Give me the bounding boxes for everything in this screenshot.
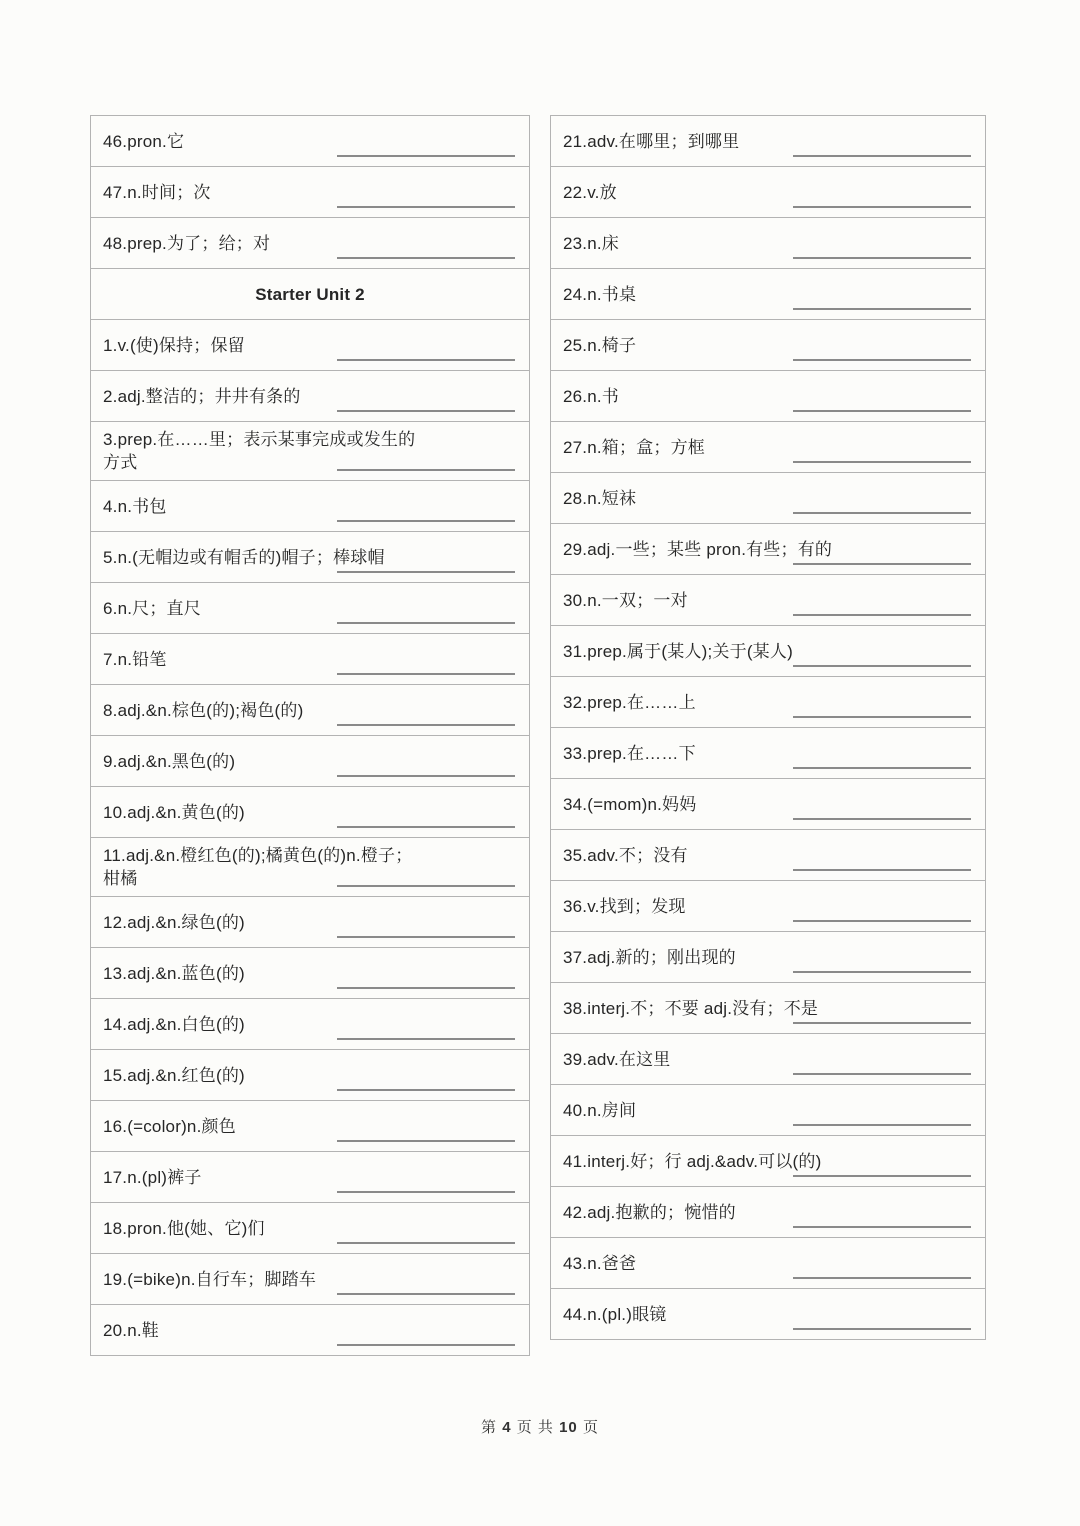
vocab-cell bbox=[550, 166, 986, 218]
unit-title: Starter Unit 2 bbox=[255, 284, 365, 304]
answer-blank-line bbox=[337, 520, 515, 522]
vocab-cell bbox=[90, 319, 530, 371]
definition-text: 41.interj.好；行 adj.&adv.可以(的) bbox=[563, 1151, 822, 1171]
definition-text: 42.adj.抱歉的；惋惜的 bbox=[563, 1202, 736, 1222]
definition-text: 38.interj.不；不要 adj.没有；不是 bbox=[563, 998, 819, 1018]
answer-blank-line bbox=[793, 206, 971, 208]
answer-blank-line bbox=[337, 359, 515, 361]
answer-blank-line bbox=[793, 1277, 971, 1279]
vocab-cell bbox=[90, 735, 530, 787]
vocab-cell bbox=[550, 1237, 986, 1289]
answer-blank-line bbox=[337, 724, 515, 726]
definition-text: 15.adj.&n.红色(的) bbox=[103, 1065, 245, 1085]
definition-text: 20.n.鞋 bbox=[103, 1320, 160, 1340]
vocab-cell bbox=[90, 531, 530, 583]
vocab-column-right bbox=[550, 115, 986, 1340]
footer-suffix: 页 bbox=[582, 1419, 599, 1436]
vocab-cell bbox=[550, 676, 986, 728]
answer-blank-line bbox=[793, 1226, 971, 1228]
answer-blank-line bbox=[793, 563, 971, 565]
answer-blank-line bbox=[793, 461, 971, 463]
vocab-cell bbox=[550, 1186, 986, 1238]
answer-blank-line bbox=[793, 1022, 971, 1024]
vocab-cell bbox=[550, 472, 986, 524]
answer-blank-line bbox=[337, 469, 515, 471]
answer-blank-line bbox=[793, 614, 971, 616]
definition-text: 16.(=color)n.颜色 bbox=[103, 1116, 236, 1136]
vocab-cell bbox=[90, 786, 530, 838]
answer-blank-line bbox=[793, 971, 971, 973]
vocab-cell bbox=[550, 625, 986, 677]
definition-text: 19.(=bike)n.自行车；脚踏车 bbox=[103, 1269, 317, 1289]
vocab-cell bbox=[550, 1084, 986, 1136]
definition-text: 11.adj.&n.橙红色(的);橘黄色(的)n.橙子；柑橘 bbox=[103, 846, 413, 888]
answer-blank-line bbox=[337, 206, 515, 208]
definition-text: 46.pron.它 bbox=[103, 131, 185, 151]
vocab-cell bbox=[550, 829, 986, 881]
answer-blank-line bbox=[793, 869, 971, 871]
definition-text: 29.adj.一些；某些 pron.有些；有的 bbox=[563, 539, 833, 559]
definition-text: 17.n.(pl)裤子 bbox=[103, 1167, 202, 1187]
definition-text: 7.n.铅笔 bbox=[103, 649, 167, 669]
definition-text: 21.adv.在哪里；到哪里 bbox=[563, 131, 740, 151]
unit-header-cell bbox=[90, 268, 530, 320]
vocab-cell bbox=[550, 1135, 986, 1187]
answer-blank-line bbox=[793, 1328, 971, 1330]
footer-middle: 页 共 bbox=[516, 1419, 554, 1436]
vocab-cell bbox=[90, 1049, 530, 1101]
definition-text: 43.n.爸爸 bbox=[563, 1253, 637, 1273]
definition-text: 40.n.房间 bbox=[563, 1100, 637, 1120]
vocab-cell bbox=[550, 421, 986, 473]
definition-text: 25.n.椅子 bbox=[563, 335, 637, 355]
definition-text: 44.n.(pl.)眼镜 bbox=[563, 1304, 667, 1324]
definition-text: 24.n.书桌 bbox=[563, 284, 637, 304]
definition-text: 22.v.放 bbox=[563, 182, 617, 202]
vocab-cell bbox=[90, 633, 530, 685]
vocab-cell bbox=[550, 727, 986, 779]
definition-text: 37.adj.新的；刚出现的 bbox=[563, 947, 736, 967]
definition-text: 14.adj.&n.白色(的) bbox=[103, 1014, 245, 1034]
definition-text: 28.n.短袜 bbox=[563, 488, 637, 508]
vocab-cell bbox=[90, 1202, 530, 1254]
definition-text: 4.n.书包 bbox=[103, 496, 167, 516]
answer-blank-line bbox=[337, 1038, 515, 1040]
answer-blank-line bbox=[337, 1191, 515, 1193]
definition-text: 35.adv.不；没有 bbox=[563, 845, 688, 865]
definition-text: 8.adj.&n.棕色(的);褐色(的) bbox=[103, 700, 304, 720]
vocab-cell bbox=[550, 217, 986, 269]
answer-blank-line bbox=[793, 665, 971, 667]
vocab-cell bbox=[90, 370, 530, 422]
answer-blank-line bbox=[337, 936, 515, 938]
answer-blank-line bbox=[337, 885, 515, 887]
vocab-cell bbox=[550, 880, 986, 932]
definition-text: 30.n.一双；一对 bbox=[563, 590, 688, 610]
definition-text: 31.prep.属于(某人);关于(某人) bbox=[563, 641, 793, 661]
vocab-cell bbox=[90, 480, 530, 532]
vocab-cell bbox=[90, 582, 530, 634]
answer-blank-line bbox=[793, 1175, 971, 1177]
vocab-cell bbox=[90, 896, 530, 948]
footer-page-number: 4 bbox=[502, 1419, 512, 1436]
page-footer bbox=[0, 1416, 1080, 1437]
answer-blank-line bbox=[793, 410, 971, 412]
vocab-cell bbox=[90, 947, 530, 999]
answer-blank-line bbox=[337, 571, 515, 573]
answer-blank-line bbox=[793, 359, 971, 361]
answer-blank-line bbox=[337, 1344, 515, 1346]
answer-blank-line bbox=[337, 673, 515, 675]
definition-text: 27.n.箱；盒；方框 bbox=[563, 437, 706, 457]
vocab-cell bbox=[550, 1288, 986, 1340]
answer-blank-line bbox=[337, 826, 515, 828]
vocab-cell bbox=[90, 1100, 530, 1152]
definition-text: 3.prep.在……里；表示某事完成或发生的方式 bbox=[103, 430, 416, 472]
definition-text: 39.adv.在这里 bbox=[563, 1049, 671, 1069]
answer-blank-line bbox=[793, 308, 971, 310]
answer-blank-line bbox=[337, 775, 515, 777]
vocab-cell bbox=[90, 998, 530, 1050]
answer-blank-line bbox=[337, 622, 515, 624]
vocab-cell bbox=[90, 837, 530, 897]
answer-blank-line bbox=[793, 818, 971, 820]
answer-blank-line bbox=[337, 410, 515, 412]
answer-blank-line bbox=[337, 1242, 515, 1244]
answer-blank-line bbox=[793, 920, 971, 922]
answer-blank-line bbox=[793, 512, 971, 514]
vocab-cell bbox=[550, 574, 986, 626]
answer-blank-line bbox=[793, 716, 971, 718]
definition-text: 10.adj.&n.黄色(的) bbox=[103, 802, 245, 822]
definition-text: 2.adj.整洁的；井井有条的 bbox=[103, 386, 301, 406]
definition-text: 34.(=mom)n.妈妈 bbox=[563, 794, 697, 814]
answer-blank-line bbox=[793, 767, 971, 769]
vocab-cell bbox=[90, 166, 530, 218]
vocab-cell bbox=[550, 370, 986, 422]
definition-text: 18.pron.他(她、它)们 bbox=[103, 1218, 265, 1238]
vocab-cell bbox=[550, 931, 986, 983]
vocab-cell bbox=[90, 115, 530, 167]
footer-prefix: 第 bbox=[481, 1419, 498, 1436]
vocab-cell bbox=[90, 1151, 530, 1203]
vocab-cell bbox=[90, 1253, 530, 1305]
definition-text: 47.n.时间；次 bbox=[103, 182, 211, 202]
definition-text: 1.v.(使)保持；保留 bbox=[103, 335, 245, 355]
answer-blank-line bbox=[337, 1089, 515, 1091]
definition-text: 36.v.找到；发现 bbox=[563, 896, 686, 916]
vocab-cell bbox=[90, 421, 530, 481]
vocab-cell bbox=[550, 523, 986, 575]
definition-text: 6.n.尺；直尺 bbox=[103, 598, 201, 618]
vocab-cell bbox=[550, 319, 986, 371]
answer-blank-line bbox=[337, 1293, 515, 1295]
vocab-cell bbox=[550, 1033, 986, 1085]
vocab-cell bbox=[550, 778, 986, 830]
definition-text: 32.prep.在……上 bbox=[563, 692, 696, 712]
answer-blank-line bbox=[793, 1124, 971, 1126]
vocab-cell bbox=[550, 982, 986, 1034]
answer-blank-line bbox=[337, 155, 515, 157]
answer-blank-line bbox=[337, 1140, 515, 1142]
vocab-cell bbox=[90, 1304, 530, 1356]
footer-total-pages: 10 bbox=[559, 1419, 578, 1436]
vocab-cell bbox=[550, 268, 986, 320]
answer-blank-line bbox=[793, 257, 971, 259]
definition-text: 23.n.床 bbox=[563, 233, 620, 253]
definition-text: 9.adj.&n.黑色(的) bbox=[103, 751, 236, 771]
answer-blank-line bbox=[337, 987, 515, 989]
vocab-cell bbox=[550, 115, 986, 167]
vocab-cell bbox=[90, 684, 530, 736]
definition-text: 26.n.书 bbox=[563, 386, 620, 406]
vocab-cell bbox=[90, 217, 530, 269]
definition-text: 5.n.(无帽边或有帽舌的)帽子；棒球帽 bbox=[103, 547, 385, 567]
definition-text: 33.prep.在……下 bbox=[563, 743, 696, 763]
answer-blank-line bbox=[337, 257, 515, 259]
definition-text: 12.adj.&n.绿色(的) bbox=[103, 912, 245, 932]
definition-text: 48.prep.为了；给；对 bbox=[103, 233, 271, 253]
answer-blank-line bbox=[793, 1073, 971, 1075]
answer-blank-line bbox=[793, 155, 971, 157]
vocab-column-left bbox=[90, 115, 530, 1356]
definition-text: 13.adj.&n.蓝色(的) bbox=[103, 963, 245, 983]
